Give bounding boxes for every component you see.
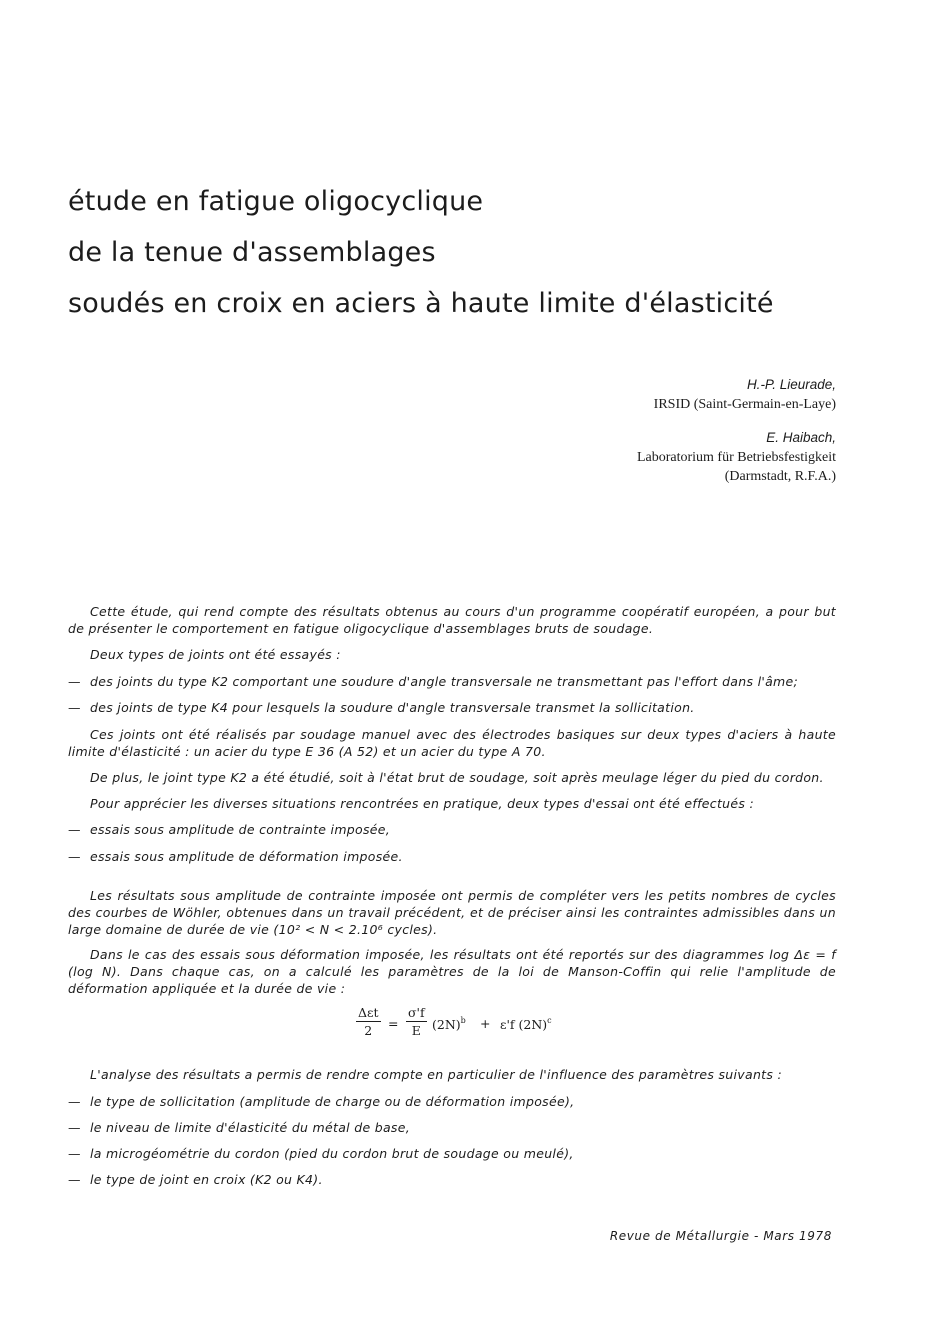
formula-numerator: Δεt [358,1005,379,1020]
title-line-2: de la tenue d'assemblages [68,237,436,268]
dash-bullet: — [68,849,81,864]
formula-lhs-fraction [356,1004,381,1039]
list-item-text: des joints du type K2 comportant une soudure d'angle transversale ne transmettant pas l'effort dans l'âme; [90,674,799,689]
list-item [68,1171,858,1188]
abstract-paragraph: L'analyse des résultats a permis de rendre compte en particulier de l'influence des paramètres suivants : [90,1067,782,1082]
abstract-paragraph: Les résultats sous amplitude de contrainte imposée ont permis de compléter vers les petits nombres de cycles des courbes de Wöhler, obtenues dans un travail précédent, et de préciser ainsi les contraintes admissibles dans un large domaine de durée de vie (10² < N < 2.10⁶ cycles). [68,888,836,937]
author-affiliation: (Darmstadt, R.F.A.) [724,469,836,484]
list-item [68,1119,858,1136]
dash-bullet: — [68,1094,81,1109]
formula-denominator: E [411,1023,421,1038]
formula-term-1 [432,1016,466,1032]
list-item-text: le niveau de limite d'élasticité du métal de base, [90,1120,410,1135]
list-item-text: des joints de type K4 pour lesquels la soudure d'angle transversale transmet la sollicitation. [90,700,695,715]
manson-coffin-formula [356,1004,596,1048]
formula-exponent: c [547,1016,552,1025]
abstract-paragraph: De plus, le joint type K2 a été étudié, soit à l'état brut de soudage, soit après meulage léger du pied du cordon. [90,770,824,785]
list-item [68,699,858,716]
abstract-paragraph: Deux types de joints ont été essayés : [90,647,341,662]
list-item [68,848,858,865]
article-title [68,176,774,329]
title-line-3: soudés en croix en aciers à haute limite d'élasticité [68,288,774,319]
formula-denominator: 2 [364,1023,373,1038]
formula-plus: + [480,1016,491,1031]
author-affiliation: IRSID (Saint-Germain-en-Laye) [653,397,836,412]
list-item [68,821,858,838]
dash-bullet: — [68,674,81,689]
list-item-text: essais sous amplitude de déformation imposée. [90,849,403,864]
author-affiliation: Laboratorium für Betriebsfestigkeit [636,450,836,465]
author-name: E. Haibach, [766,430,836,445]
formula-term-base: (2N) [432,1017,461,1032]
abstract-paragraph: Ces joints ont été réalisés par soudage manuel avec des électrodes basiques sur deux types d'aciers à haute limite d'élasticité : un acier du type E 36 (A 52) et un acier du type A 70. [68,727,836,759]
list-item [68,673,858,690]
formula-numerator: σ'f [408,1005,425,1020]
formula-term-base: ε'f (2N) [500,1017,548,1032]
author-2 [637,428,836,486]
journal-footer: Revue de Métallurgie - Mars 1978 [609,1229,832,1243]
author-name: H.-P. Lieurade, [746,377,836,392]
list-item-text: essais sous amplitude de contrainte imposée, [90,822,391,837]
dash-bullet: — [68,1172,81,1187]
list-item-text: la microgéométrie du cordon (pied du cordon brut de soudage ou meulé), [90,1146,574,1161]
formula-term-2 [500,1016,552,1032]
title-line-1: étude en fatigue oligocyclique [68,186,484,217]
list-item [68,1093,858,1110]
list-item-text: le type de sollicitation (amplitude de charge ou de déformation imposée), [90,1094,575,1109]
dash-bullet: — [68,700,81,715]
author-1 [637,375,836,414]
dash-bullet: — [68,1120,81,1135]
abstract-paragraph: Pour apprécier les diverses situations rencontrées en pratique, deux types d'essai ont été effectués : [90,796,754,811]
formula-rhs-fraction [406,1004,427,1039]
dash-bullet: — [68,1146,81,1161]
author-block [637,375,836,500]
list-item [68,1145,858,1162]
formula-equals: = [388,1016,399,1031]
dash-bullet: — [68,822,81,837]
abstract-paragraph: Dans le cas des essais sous déformation imposée, les résultats ont été reportés sur des diagrammes log Δε = f (log N). Dans chaque cas, on a calculé les paramètres de la loi de Manson-Coffin qui relie l'amplitude de déformation appliquée et la durée de vie : [68,947,836,996]
abstract-paragraph: Cette étude, qui rend compte des résultats obtenus au cours d'un programme coopératif européen, a pour but de présenter le comportement en fatigue oligocyclique d'assemblages bruts de soudage. [68,604,836,636]
formula-exponent: b [460,1016,466,1025]
list-item-text: le type de joint en croix (K2 ou K4). [90,1172,323,1187]
